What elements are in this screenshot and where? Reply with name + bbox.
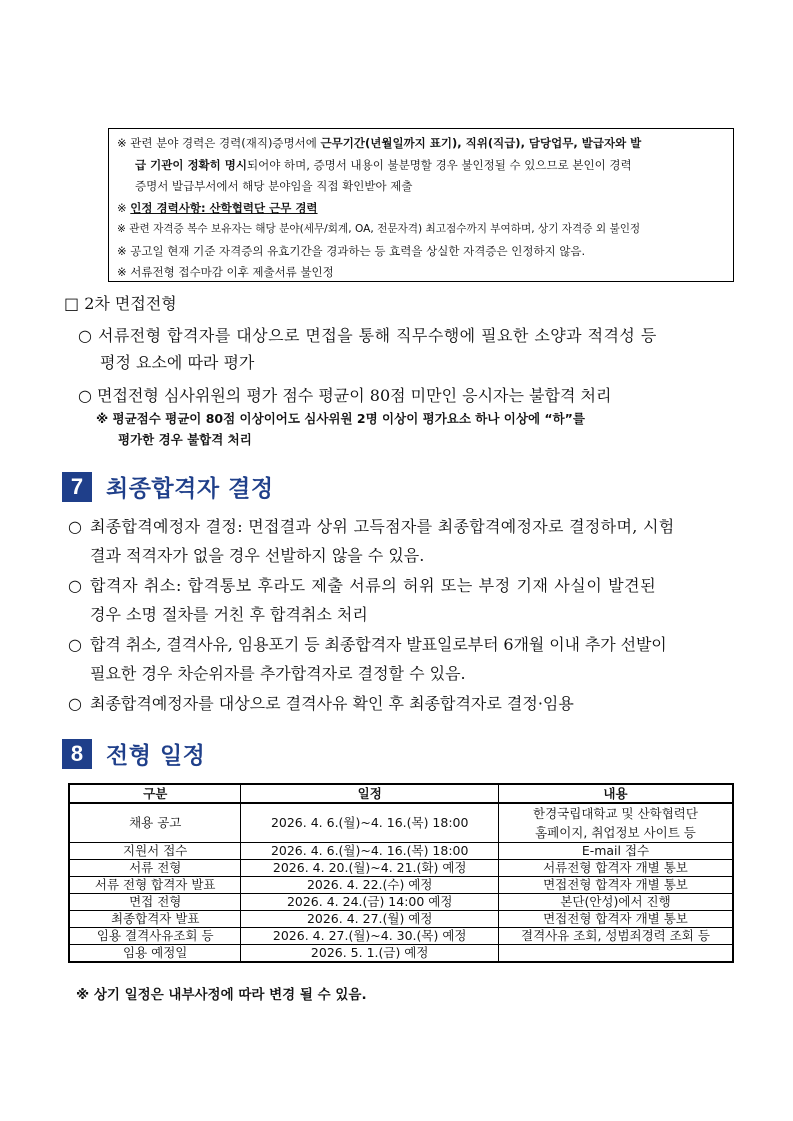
- section-number-badge: 7: [62, 472, 92, 502]
- table-cell: E-mail 접수: [498, 843, 733, 860]
- table-cell: 최종합격자 발표: [69, 911, 241, 928]
- interview-note-line-2: 평가한 경우 불합격 처리: [118, 432, 252, 447]
- note-line-5: ※ 관련 자격증 복수 보유자는 해당 분야(세무/회계, OA, 전문자격) 최고점수까지 부여하며, 상기 자격증 외 불인정: [117, 223, 641, 235]
- note-line-4: [117, 198, 725, 220]
- bullet-line: 경우 소명 절차를 거친 후 합격취소 처리: [90, 605, 368, 624]
- bullet-line: 합격 취소, 결격사유, 임용포기 등 최종합격자 발표일로부터 6개월 이내 추가 선발이: [90, 635, 667, 654]
- table-cell: 2026. 4. 6.(월)~4. 16.(목) 18:00: [241, 843, 499, 860]
- circle-bullet: ○: [68, 576, 82, 595]
- table-row: [69, 945, 733, 963]
- note-bold-text: 급 기관이 정확히 명시: [135, 157, 247, 172]
- section-title-text: 전형 일정: [106, 743, 206, 769]
- note-text: 되어야 하며, 증명서 내용이 불분명할 경우 불인정될 수 있으므로 본인이 경력: [247, 157, 632, 172]
- table-cell: 면접전형 합격자 개별 통보: [498, 911, 733, 928]
- note-mark: ※: [117, 200, 127, 215]
- interview-heading: □ 2차 면접전형: [64, 294, 177, 313]
- table-cell: 2026. 4. 27.(월)~4. 30.(목) 예정: [241, 928, 499, 945]
- column-header: 구분: [69, 784, 241, 803]
- table-cell: 임용 예정일: [69, 945, 241, 963]
- table-cell: [498, 803, 733, 843]
- section-7-title: [62, 470, 274, 503]
- table-row: [69, 928, 733, 945]
- schedule-table: [68, 783, 734, 963]
- column-header: 일정: [241, 784, 499, 803]
- circle-bullet: ○: [68, 517, 82, 536]
- bullet-line: 필요한 경우 차순위자를 추가합격자로 결정할 수 있음.: [90, 664, 466, 683]
- table-row: [69, 894, 733, 911]
- table-cell: 채용 공고: [69, 803, 241, 843]
- table-row: [69, 860, 733, 877]
- table-cell: 지원서 접수: [69, 843, 241, 860]
- interview-bullet-1-line-2: 평정 요소에 따라 평가: [100, 353, 255, 372]
- circle-bullet: ○: [68, 635, 82, 654]
- bullet-line: 최종합격예정자 결정: 면접결과 상위 고득점자를 최종합격예정자로 결정하며, 시험: [90, 517, 675, 536]
- note-bold-text: 인정 경력사항: 산학협력단 근무 경력: [130, 200, 318, 215]
- section-8-title: [62, 737, 205, 770]
- table-cell: 서류 전형: [69, 860, 241, 877]
- table-cell: 서류 전형 합격자 발표: [69, 877, 241, 894]
- career-note-box: [108, 128, 734, 282]
- table-cell: 2026. 4. 22.(수) 예정: [241, 877, 499, 894]
- section-7-bullet-1: [68, 512, 738, 570]
- schedule-footnote: ※ 상기 일정은 내부사정에 따라 변경 될 수 있음.: [76, 987, 367, 1003]
- table-cell: 결격사유 조회, 성범죄경력 조회 등: [498, 928, 733, 945]
- table-row: [69, 911, 733, 928]
- table-cell: 서류전형 합격자 개별 통보: [498, 860, 733, 877]
- table-row: [69, 877, 733, 894]
- section-7-bullet-2: [68, 571, 738, 629]
- section-7-bullet-4: [68, 689, 738, 718]
- note-line-2: [117, 155, 725, 177]
- section-7-bullet-3: [68, 630, 738, 688]
- note-line-6: ※ 공고일 현재 기준 자격증의 유효기간을 경과하는 등 효력을 상실한 자격증은 인정하지 않음.: [117, 243, 586, 258]
- table-cell: 2026. 4. 24.(금) 14:00 예정: [241, 894, 499, 911]
- table-cell: [498, 945, 733, 963]
- table-row: [69, 803, 733, 843]
- table-header-row: [69, 784, 733, 803]
- circle-bullet: ○: [68, 694, 82, 713]
- table-row: [69, 843, 733, 860]
- section-number-badge: 8: [62, 739, 92, 769]
- cell-text: 한경국립대학교 및 산학협력단 홈페이지, 취업정보 사이트 등: [533, 806, 698, 840]
- bullet-line: 합격자 취소: 합격통보 후라도 제출 서류의 허위 또는 부정 기재 사실이 발견된: [90, 576, 657, 595]
- table-cell: 2026. 4. 20.(월)~4. 21.(화) 예정: [241, 860, 499, 877]
- note-bold-text: 근무기간(년월일까지 표기), 직위(직급), 담당업무, 발급자와 발: [320, 136, 642, 150]
- bullet-line: 최종합격예정자를 대상으로 결격사유 확인 후 최종합격자로 결정·임용: [90, 694, 574, 713]
- section-title-text: 최종합격자 결정: [106, 476, 274, 502]
- column-header: 내용: [498, 784, 733, 803]
- table-cell: 2026. 4. 27.(월) 예정: [241, 911, 499, 928]
- note-line-3: 증명서 발급부서에서 해당 분야임을 직접 확인받아 제출: [135, 179, 413, 193]
- table-cell: 본단(안성)에서 진행: [498, 894, 733, 911]
- table-cell: 2026. 4. 6.(월)~4. 16.(목) 18:00: [241, 803, 499, 843]
- table-cell: 면접전형 합격자 개별 통보: [498, 877, 733, 894]
- table-cell: 임용 결격사유조회 등: [69, 928, 241, 945]
- note-line-1: [117, 133, 725, 155]
- note-text: ※ 관련 분야 경력은 경력(재직)증명서에: [117, 136, 321, 150]
- interview-bullet-1-line-1: ○ 서류전형 합격자를 대상으로 면접을 통해 직무수행에 필요한 소양과 적격성 등: [78, 326, 657, 345]
- table-cell: 2026. 5. 1.(금) 예정: [241, 945, 499, 963]
- interview-note-line-1: ※ 평균점수 평균이 80점 이상이어도 심사위원 2명 이상이 평가요소 하나 이상에 “하”를: [96, 411, 585, 426]
- table-cell: 면접 전형: [69, 894, 241, 911]
- note-line-7: ※ 서류전형 접수마감 이후 제출서류 불인정: [117, 265, 334, 279]
- bullet-line: 결과 적격자가 없을 경우 선발하지 않을 수 있음.: [90, 546, 425, 565]
- interview-bullet-2: ○ 면접전형 심사위원의 평가 점수 평균이 80점 미만인 응시자는 불합격 처리: [78, 386, 612, 405]
